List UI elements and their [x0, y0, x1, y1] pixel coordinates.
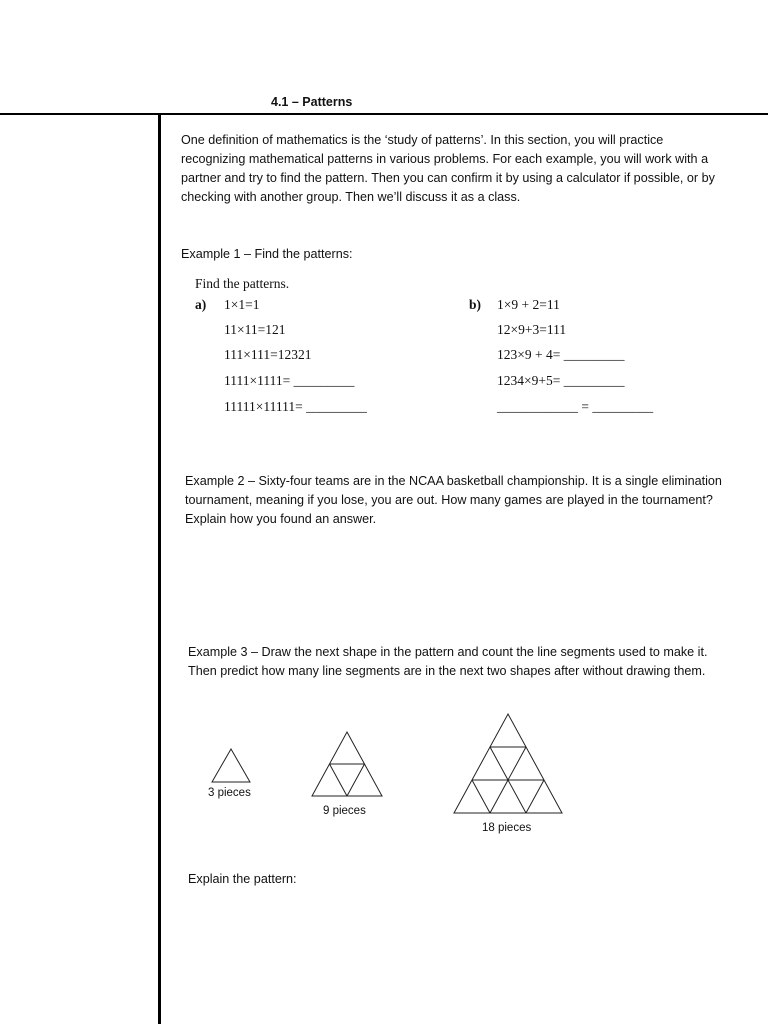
part-b-label: b)	[469, 297, 482, 312]
explain-prompt: Explain the pattern:	[188, 872, 297, 886]
page-title: 4.1 – Patterns	[271, 95, 353, 109]
part-a-line-5: 11111×11111= _________	[224, 399, 367, 414]
part-a-line-3: 111×111=12321	[224, 347, 312, 362]
triangle-shape-2	[310, 730, 384, 800]
part-a-label: a)	[195, 297, 207, 312]
example1-heading: Example 1 – Find the patterns:	[181, 247, 353, 261]
intro-paragraph: One definition of mathematics is the ‘study of patterns’. In this section, you will practice recognizing mathematical patterns in various problems. For each example, you will work with a partner and try to find the pattern. Then you can confirm it by using a calculator if possible, or by checking with another group. Then we’ll discuss it as a class.	[181, 133, 715, 204]
part-a-line-1: 1×1=1	[224, 297, 260, 312]
example2-paragraph: Example 2 – Sixty-four teams are in the NCAA basketball championship. It is a single elimination tournament, meaning if you lose, you are out. How many games are played in the tournament? Explain how you found an answer.	[185, 474, 722, 526]
part-b-line-2: 12×9+3=111	[497, 322, 567, 337]
part-a-line-4: 1111×1111= _________	[224, 373, 355, 388]
triangle-shape-1	[210, 748, 252, 784]
part-b-line-4: 1234×9+5= _________	[497, 373, 625, 388]
part-a-line-2: 11×11=121	[224, 322, 286, 337]
example3-paragraph: Example 3 – Draw the next shape in the pattern and count the line segments used to make it. Then predict how many line segments are in the next two shapes after without drawing them.	[188, 645, 708, 678]
part-b-line-3: 123×9 + 4= _________	[497, 347, 625, 362]
header-rule	[0, 113, 768, 115]
shape-2-caption: 9 pieces	[323, 805, 366, 817]
part-b-line-1: 1×9 + 2=11	[497, 297, 560, 312]
shape-1-caption: 3 pieces	[208, 787, 251, 799]
margin-rule	[158, 113, 161, 1024]
example1-figure-caption: Find the patterns.	[195, 276, 290, 291]
triangle-shape-3	[452, 712, 564, 816]
shape-3-caption: 18 pieces	[482, 822, 532, 834]
part-b-line-5: ____________ = _________	[497, 399, 654, 414]
